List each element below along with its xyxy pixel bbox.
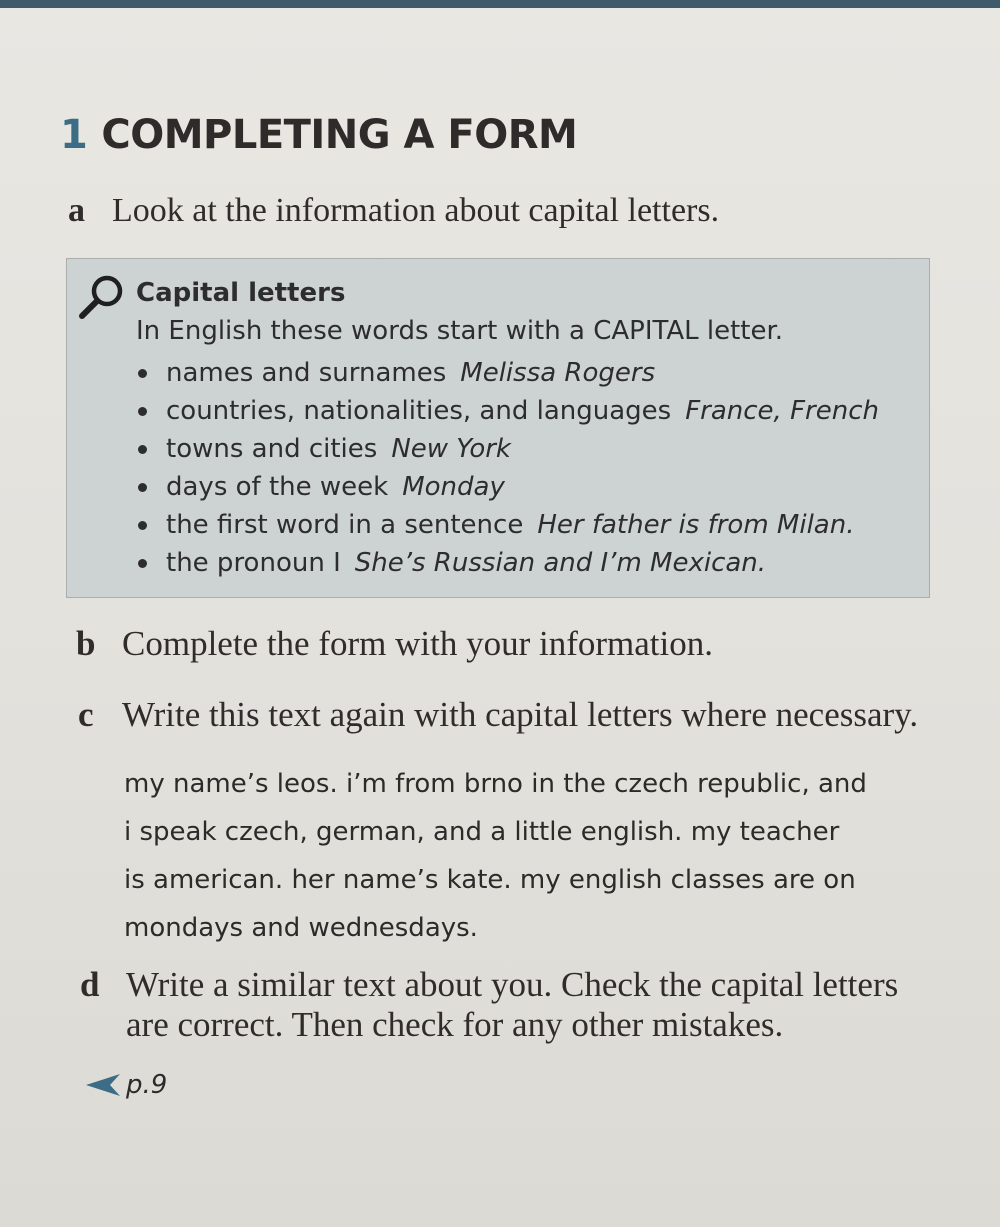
- rule-label: the first word in a sentence: [166, 510, 524, 540]
- instruction-line: Write a similar text about you. Check the capital letters: [126, 965, 899, 1004]
- exercise-letter: c: [78, 695, 94, 734]
- practice-paragraph: [124, 760, 867, 952]
- list-item: [136, 544, 879, 582]
- exercise-instruction: Look at the information about capital letters.: [112, 192, 720, 229]
- exercise-instruction: [126, 965, 898, 1045]
- list-item: [136, 430, 879, 468]
- exercise-letter: b: [76, 624, 96, 663]
- bullet-icon: [138, 407, 147, 416]
- rule-example: France, French: [685, 396, 879, 426]
- magnifying-glass-icon: [78, 272, 128, 322]
- list-item: [136, 354, 879, 392]
- rule-example: Monday: [402, 472, 505, 502]
- rule-label: days of the week: [166, 472, 389, 502]
- bullet-icon: [138, 559, 147, 568]
- page-reference-link[interactable]: [84, 1070, 167, 1110]
- bullet-icon: [138, 483, 147, 492]
- rule-label: names and surnames: [166, 358, 447, 388]
- exercise-letter: d: [80, 965, 100, 1004]
- section-heading: [60, 112, 577, 158]
- rule-example: Her father is from Milan.: [537, 510, 855, 540]
- exercise-a: [68, 192, 719, 230]
- bullet-icon: [138, 369, 147, 378]
- paragraph-line: is american. her name’s kate. my english classes are on: [124, 865, 856, 895]
- section-number: 1: [60, 112, 88, 158]
- page-reference-text: p.9: [126, 1070, 168, 1100]
- info-box-intro: In English these words start with a CAPITAL letter.: [136, 316, 784, 346]
- rule-example: New York: [391, 434, 511, 464]
- rule-label: the pronoun I: [166, 548, 341, 578]
- instruction-line: are correct. Then check for any other mistakes.: [126, 1005, 784, 1044]
- exercise-letter: a: [68, 192, 85, 229]
- exercise-instruction: Write this text again with capital letters where necessary.: [122, 695, 919, 734]
- rule-example: She’s Russian and I’m Mexican.: [354, 548, 767, 578]
- paragraph-line: my name’s leos. i’m from brno in the czech republic, and: [124, 769, 867, 799]
- rules-list: [136, 354, 879, 582]
- page-top-edge: [0, 0, 1000, 8]
- rule-label: countries, nationalities, and languages: [166, 396, 672, 426]
- list-item: [136, 468, 879, 506]
- list-item: [136, 392, 879, 430]
- info-box-title: Capital letters: [136, 278, 346, 308]
- bullet-icon: [138, 445, 147, 454]
- rule-example: Melissa Rogers: [460, 358, 656, 388]
- exercise-instruction: Complete the form with your information.: [122, 624, 714, 663]
- rule-label: towns and cities: [166, 434, 378, 464]
- list-item: [136, 506, 879, 544]
- exercise-b: [76, 624, 713, 664]
- section-title: COMPLETING A FORM: [101, 112, 578, 158]
- paragraph-line: i speak czech, german, and a little english. my teacher: [124, 817, 840, 847]
- back-arrow-icon: [84, 1072, 122, 1098]
- paragraph-line: mondays and wednesdays.: [124, 913, 478, 943]
- bullet-icon: [138, 521, 147, 530]
- exercise-c: [78, 695, 918, 735]
